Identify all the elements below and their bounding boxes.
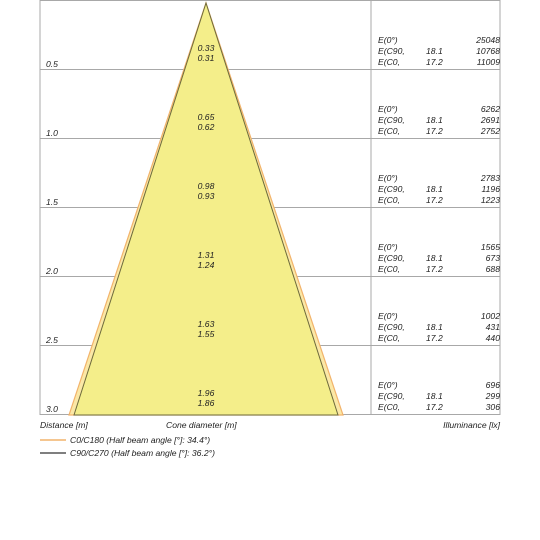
illuminance-label: E(C0, xyxy=(378,402,400,412)
illuminance-angle: 17.2 xyxy=(426,333,443,343)
x-axis-label: Distance [m] xyxy=(40,420,88,430)
illuminance-value: 299 xyxy=(485,391,500,401)
illuminance-label: E(C90, xyxy=(378,46,405,56)
illuminance-label: E(0°) xyxy=(378,311,398,321)
distance-label: 1.0 xyxy=(46,128,58,138)
illuminance-angle: 18.1 xyxy=(426,46,443,56)
illuminance-value: 11009 xyxy=(476,57,500,67)
cone-diameter-c0: 0.33 xyxy=(197,43,215,53)
distance-label: 3.0 xyxy=(46,404,58,414)
cone-c90-c270 xyxy=(74,3,338,415)
distance-label: 0.5 xyxy=(46,59,58,69)
cone-diameter-c0: 0.98 xyxy=(197,181,215,191)
illuminance-label: E(C90, xyxy=(378,322,405,332)
illuminance-angle: 18.1 xyxy=(426,322,443,332)
cone-diameter-c0: 1.31 xyxy=(197,250,215,260)
distance-label: 2.5 xyxy=(46,335,58,345)
illuminance-value: 1223 xyxy=(480,195,500,205)
illuminance-angle: 17.2 xyxy=(426,264,443,274)
illuminance-label: E(C0, xyxy=(378,126,400,136)
illuminance-label: E(0°) xyxy=(378,242,398,252)
cone-diameter-c0: 1.96 xyxy=(197,388,215,398)
cone-diameter-c90: 0.93 xyxy=(197,191,215,201)
cone-diameter-c0: 0.65 xyxy=(197,112,215,122)
illuminance-angle: 17.2 xyxy=(426,195,443,205)
illuminance-label: E(C0, xyxy=(378,333,400,343)
illuminance-value: 696 xyxy=(485,380,500,390)
illuminance-angle: 17.2 xyxy=(426,57,443,67)
distance-label: 1.5 xyxy=(46,197,58,207)
illuminance-value: 2752 xyxy=(480,126,500,136)
illuminance-angle: 17.2 xyxy=(426,402,443,412)
cone-diameter-c90: 0.31 xyxy=(197,53,215,63)
illuminance-value: 440 xyxy=(485,333,500,343)
illuminance-value: 1565 xyxy=(480,242,500,252)
legend-label-c0: C0/C180 (Half beam angle [°]: 34.4°) xyxy=(70,435,211,445)
illuminance-value: 431 xyxy=(485,322,500,332)
illuminance-angle: 18.1 xyxy=(426,253,443,263)
cone-diameter-c90: 1.86 xyxy=(197,398,215,408)
illuminance-value: 10768 xyxy=(476,46,500,56)
cone-diameter-c90: 0.62 xyxy=(197,122,215,132)
cone-diameter-c90: 1.24 xyxy=(197,260,215,270)
illuminance-label: E(0°) xyxy=(378,104,398,114)
illuminance-label: E(C90, xyxy=(378,184,405,194)
illuminance-value: 6262 xyxy=(480,104,500,114)
illuminance-label: E(C0, xyxy=(378,264,400,274)
legend-label-c90: C90/C270 (Half beam angle [°]: 36.2°) xyxy=(70,448,215,458)
illuminance-label: E(C0, xyxy=(378,195,400,205)
illuminance-value: 673 xyxy=(485,253,500,263)
center-axis-label: Cone diameter [m] xyxy=(166,420,237,430)
illuminance-value: 1196 xyxy=(481,184,500,194)
illuminance-label: E(0°) xyxy=(378,380,398,390)
illuminance-value: 688 xyxy=(485,264,500,274)
illuminance-angle: 18.1 xyxy=(426,391,443,401)
illuminance-angle: 18.1 xyxy=(426,115,443,125)
illuminance-value: 306 xyxy=(485,402,500,412)
illuminance-value: 2783 xyxy=(480,173,500,183)
cone-diameter-c0: 1.63 xyxy=(197,319,215,329)
illuminance-value: 2691 xyxy=(480,115,500,125)
illuminance-angle: 17.2 xyxy=(426,126,443,136)
illuminance-label: E(C90, xyxy=(378,391,405,401)
illuminance-value: 25048 xyxy=(476,35,500,45)
cone-diameter-c90: 1.55 xyxy=(197,329,215,339)
distance-label: 2.0 xyxy=(46,266,58,276)
illuminance-label: E(C90, xyxy=(378,115,405,125)
illuminance-value: 1002 xyxy=(480,311,500,321)
illuminance-label: E(0°) xyxy=(378,173,398,183)
illuminance-label: E(0°) xyxy=(378,35,398,45)
right-axis-label: Illuminance [lx] xyxy=(443,420,500,430)
illuminance-angle: 18.1 xyxy=(426,184,443,194)
illuminance-label: E(C90, xyxy=(378,253,405,263)
illuminance-label: E(C0, xyxy=(378,57,400,67)
